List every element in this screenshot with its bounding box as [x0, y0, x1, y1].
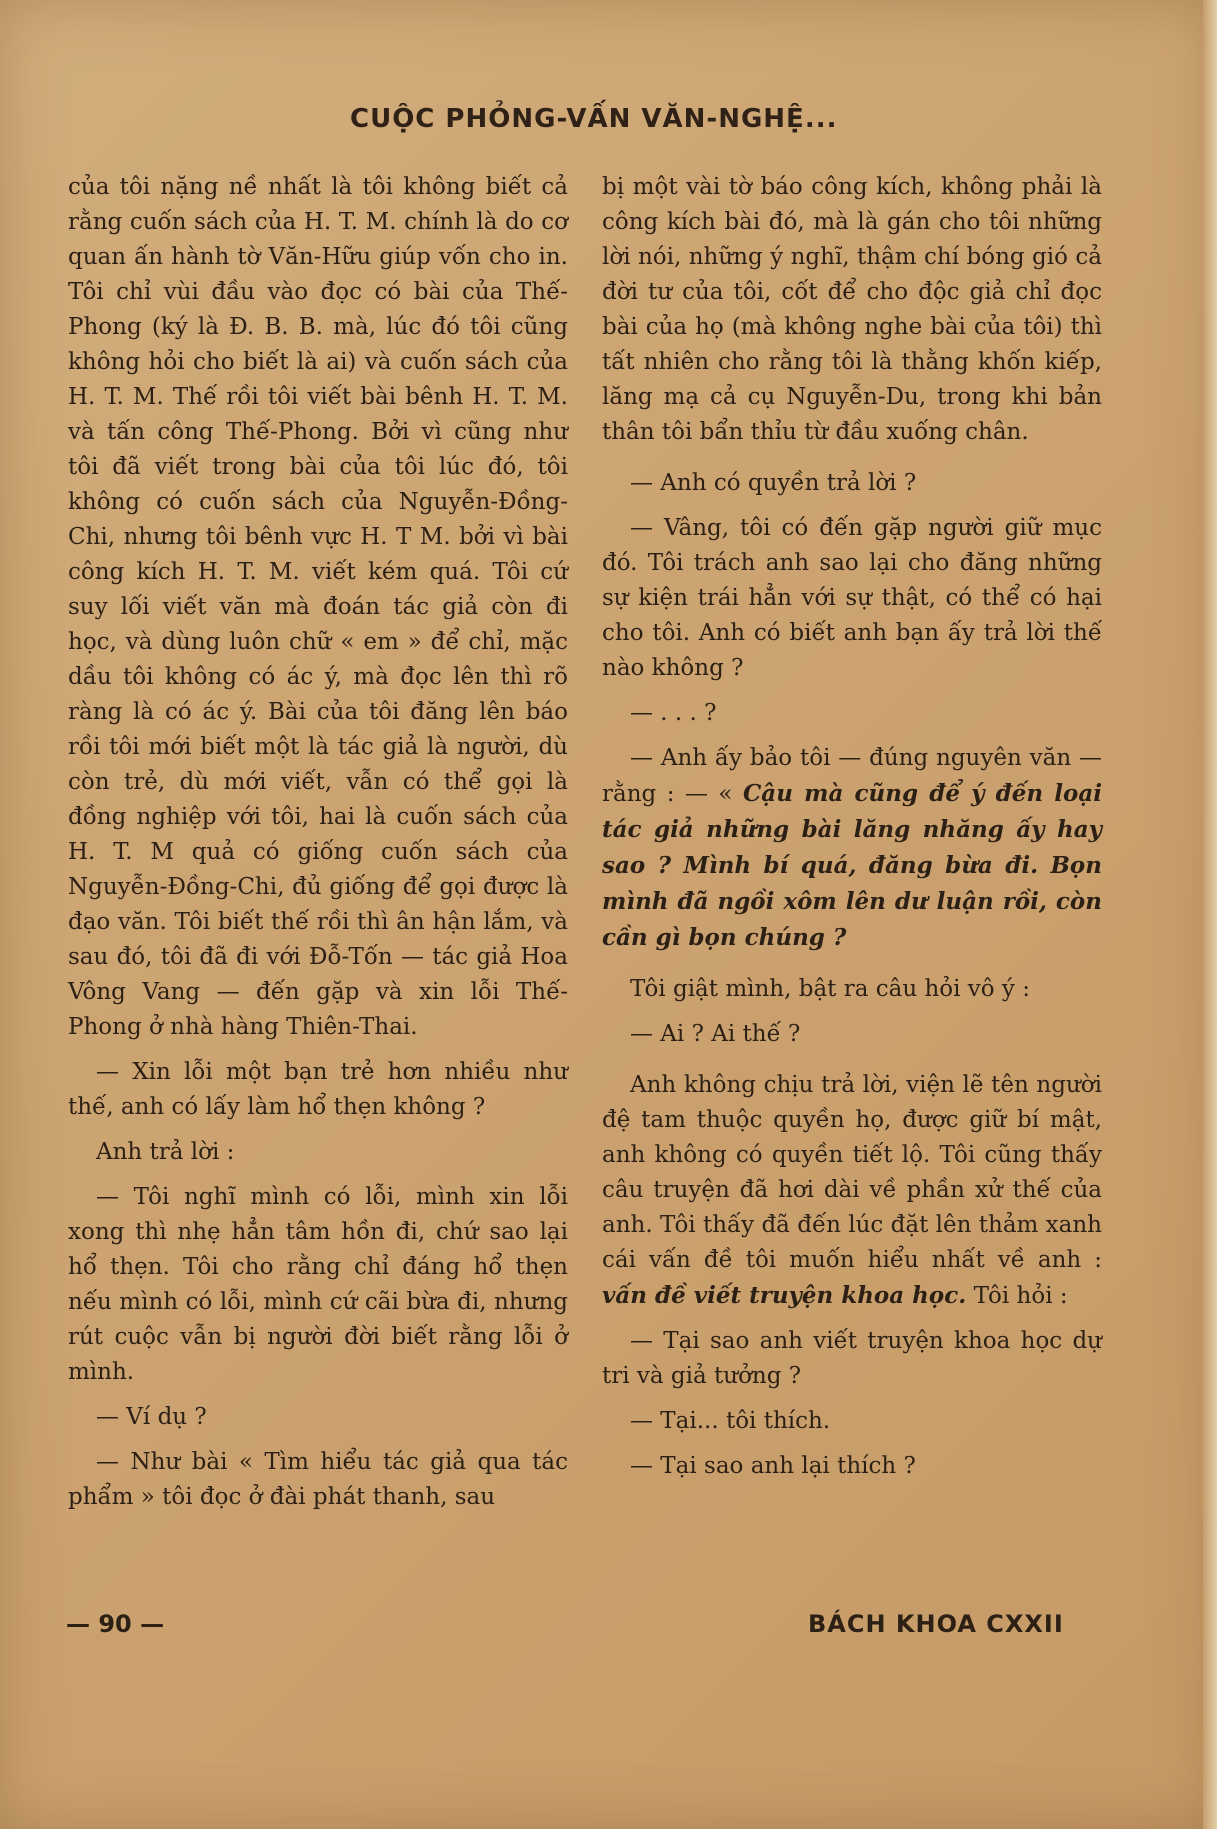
text-run: Anh không chịu trả lời, viện lẽ tên người đệ tam thuộc quyền họ, được giữ bí mật, anh không có quyền tiết lộ. Tôi cũng thấy câu truyện đã hơi dài về phần xử thế của anh. Tôi thấy đã đến lúc đặt lên thảm xanh cái vấn đề tôi muốn hiểu nhất về anh : [602, 1072, 1102, 1273]
paragraph: — Anh có quyền trả lời ? [630, 470, 917, 496]
paragraph: — Tại sao anh lại thích ? [630, 1453, 916, 1479]
paragraph [602, 741, 1102, 956]
running-title: CUỘC PHỎNG-VẤN VĂN-NGHỆ... [350, 104, 838, 134]
paragraph: bị một vài tờ báo công kích, không phải là công kích bài đó, mà là gán cho tôi những lời nói, những ý nghĩ, thậm chí bóng gió cả đời tư của tôi, cốt để cho độc giả chỉ đọc bài của họ (mà không nghe bài của tôi) thì tất nhiên cho rằng tôi là thằng khốn kiếp, lăng mạ cả cụ Nguyễn-Du, trong khi bản thân tôi bẩn thỉu từ đầu xuống chân. [602, 174, 1102, 445]
page-edge [1203, 0, 1217, 1829]
left-column [68, 170, 568, 1525]
emphasis-run: vấn đề viết truyện khoa học. [602, 1282, 967, 1309]
right-column [602, 170, 1102, 1494]
paragraph: Tôi giật mình, bật ra câu hỏi vô ý : [630, 976, 1030, 1002]
page-number: — 90 — [66, 1610, 165, 1638]
paragraph: — Ai ? Ai thế ? [630, 1021, 801, 1047]
text-run: Tôi hỏi : [966, 1283, 1068, 1309]
quote-italic: Cậu mà cũng để ý đến loại tác giả những bài lăng nhăng ấy hay sao ? Mình bí quá, đăng bừa đi. Bọn mình đã ngồi xôm lên dư luận rồi, còn cần gì bọn chúng ? [602, 780, 1103, 951]
paragraph: — Xin lỗi một bạn trẻ hơn nhiều như thế, anh có lấy làm hổ thẹn không ? [68, 1059, 568, 1120]
paragraph: Anh trả lời : [96, 1139, 235, 1165]
paragraph: — Như bài « Tìm hiểu tác giả qua tác phẩm » tôi đọc ở đài phát thanh, sau [68, 1449, 568, 1510]
paragraph: của tôi nặng nề nhất là tôi không biết cả rằng cuốn sách của H. T. M. chính là do cơ quan ấn hành tờ Văn-Hữu giúp vốn cho in. Tôi chỉ vùi đầu vào đọc có bài của Thế-Phong (ký là Đ. B. B. mà, lúc đó tôi cũng không hỏi cho biết là ai) và cuốn sách của H. T. M. Thế rồi tôi viết bài bênh H. T. M. và tấn công Thế-Phong. Bởi vì cũng như tôi đã viết trong bài của tôi lúc đó, tôi không có cuốn sách của Nguyễn-Đồng-Chi, nhưng tôi bênh vực H. T M. bởi vì bài công kích H. T. M. viết kém quá. Tôi cứ suy lối viết văn mà đoán tác giả còn đi học, và dùng luôn chữ « em » để chỉ, mặc dầu tôi không có ác ý, mà đọc lên thì rõ ràng là có ác ý. Bài của tôi đăng lên báo rồi tôi mới biết một là tác giả là người, dù còn trẻ, dù mới viết, vẫn có thể gọi là đồng nghiệp với tôi, hai là cuốn sách của H. T. M quả có giống cuốn sách của Nguyễn-Đồng-Chi, đủ giống để gọi được là đạo văn. Tôi biết thế rồi thì ân hận lắm, và sau đó, tôi đã đi với Đỗ-Tốn — tác giả Hoa Vông Vang — đến gặp và xin lỗi Thế-Phong ở nhà hàng Thiên-Thai. [68, 174, 568, 1040]
quote-lead: — Anh ấy bảo tôi — đúng nguyên văn — rằng : — « [602, 745, 1102, 807]
issue-label: BÁCH KHOA CXXII [808, 1610, 1064, 1638]
paragraph [602, 1068, 1102, 1314]
paragraph: — Tôi nghĩ mình có lỗi, mình xin lỗi xong thì nhẹ hẳn tâm hồn đi, chứ sao lại hổ thẹn. Tôi cho rằng chỉ đáng hổ thẹn nếu mình có lỗi, mình cứ cãi bừa đi, nhưng rút cuộc vẫn bị người đời biết rằng lỗi ở mình. [68, 1184, 568, 1385]
paragraph: — Vâng, tôi có đến gặp người giữ mục đó. Tôi trách anh sao lại cho đăng những sự kiện trái hẳn với sự thật, có thể có hại cho tôi. Anh có biết anh bạn ấy trả lời thế nào không ? [602, 515, 1102, 681]
paragraph: — . . . ? [630, 700, 717, 726]
paragraph: — Tại... tôi thích. [630, 1408, 831, 1434]
paragraph: — Ví dụ ? [96, 1404, 207, 1430]
paragraph: — Tại sao anh viết truyện khoa học dự tri và giả tưởng ? [602, 1328, 1102, 1389]
